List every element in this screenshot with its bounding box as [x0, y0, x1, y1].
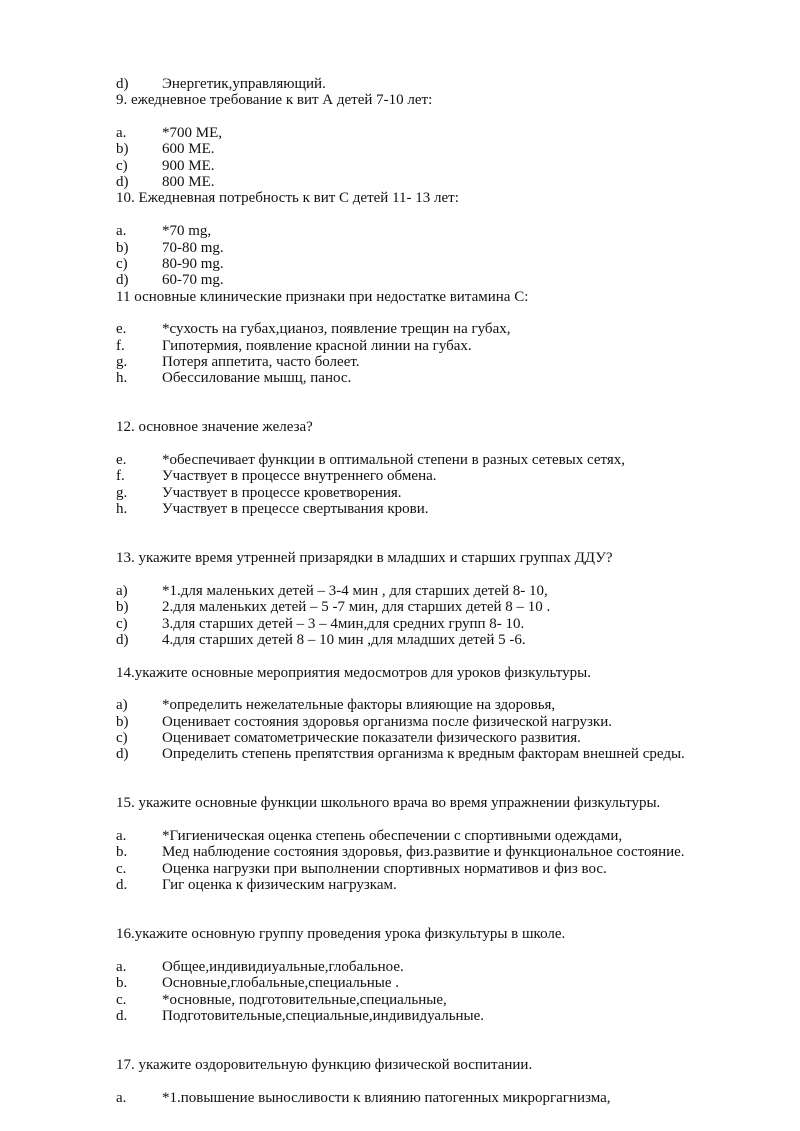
option-marker: b): [116, 714, 129, 730]
option-text: *Гигиеническая оценка степень обеспечении с спортивными одеждами,: [162, 828, 623, 844]
option-marker: a.: [116, 959, 127, 975]
option-text: Подготовительные,специальные,индивидуальные.: [162, 1008, 485, 1024]
option-marker: b): [116, 599, 129, 615]
option-marker: h.: [116, 501, 128, 517]
option-text: 3.для старших детей – 3 – 4мин,для средних групп 8- 10.: [162, 616, 525, 632]
option-text: *700 ME,: [162, 125, 222, 141]
option-marker: b.: [116, 844, 128, 860]
option-text: Потеря аппетита, часто болеет.: [162, 354, 360, 370]
option-text: Мед наблюдение состояния здоровья, физ.развитие и функциональное состояние.: [162, 844, 685, 860]
option-marker: a): [116, 697, 128, 713]
option-text: 900 ME.: [162, 158, 215, 174]
option-marker: c.: [116, 861, 127, 877]
option-text: Энергетик,управляющий.: [162, 76, 326, 92]
question-text: 12. основное значение железа?: [116, 419, 313, 435]
option-marker: g.: [116, 485, 128, 501]
option-marker: d): [116, 746, 129, 762]
option-marker: g.: [116, 354, 128, 370]
question-text: 15. укажите основные функции школьного врача во время упражнении физкультуры.: [116, 795, 661, 811]
question-text: 14.укажите основные мероприятия медосмотров для уроков физкультуры.: [116, 665, 591, 681]
option-text: *1.повышение выносливости к влиянию патогенных микроргагнизма,: [162, 1090, 611, 1106]
option-marker: a.: [116, 828, 127, 844]
option-text: Участвует в процессе внутреннего обмена.: [162, 468, 437, 484]
option-text: Гипотермия, появление красной линии на губах.: [162, 338, 472, 354]
option-marker: a.: [116, 223, 127, 239]
option-marker: e.: [116, 321, 127, 337]
option-text: *основные, подготовительные,специальные,: [162, 992, 447, 1008]
option-marker: a): [116, 583, 128, 599]
option-text: Определить степень препятствия организма к вредным факторам внешней среды.: [162, 746, 685, 762]
option-marker: d): [116, 272, 129, 288]
question-text: 11 основные клинические признаки при недостатке витамина С:: [116, 289, 529, 305]
option-marker: d): [116, 174, 129, 190]
option-marker: b): [116, 141, 129, 157]
option-text: Оценка нагрузки при выполнении спортивных нормативов и физ вос.: [162, 861, 607, 877]
option-text: *сухость на губах,цианоз, появление трещин на губах,: [162, 321, 511, 337]
option-marker: f.: [116, 338, 125, 354]
option-text: 2.для маленьких детей – 5 -7 мин, для старших детей 8 – 10 .: [162, 599, 551, 615]
option-text: *определить нежелательные факторы влияющие на здоровья,: [162, 697, 556, 713]
option-marker: b.: [116, 975, 128, 991]
option-text: Оценивает соматометрические показатели физического развития.: [162, 730, 581, 746]
question-text: 16.укажите основную группу проведения урока физкультуры в школе.: [116, 926, 566, 942]
option-marker: d.: [116, 1008, 128, 1024]
option-text: Обессилование мышц, панос.: [162, 370, 352, 386]
option-text: *1.для маленьких детей – 3-4 мин , для старших детей 8- 10,: [162, 583, 548, 599]
option-marker: c.: [116, 992, 127, 1008]
option-marker: a.: [116, 1090, 127, 1106]
option-marker: b): [116, 240, 129, 256]
option-text: Гиг оценка к физическим нагрузкам.: [162, 877, 397, 893]
option-marker: d.: [116, 877, 128, 893]
option-text: *70 mg,: [162, 223, 212, 239]
option-marker: c): [116, 730, 128, 746]
option-marker: d): [116, 632, 129, 648]
option-text: 70-80 mg.: [162, 240, 224, 256]
option-text: 600 ME.: [162, 141, 215, 157]
option-marker: e.: [116, 452, 127, 468]
option-marker: c): [116, 256, 128, 272]
option-text: Оценивает состояния здоровья организма после физической нагрузки.: [162, 714, 612, 730]
option-marker: f.: [116, 468, 125, 484]
option-text: Участвует в процессе кроветворения.: [162, 485, 402, 501]
question-text: 17. укажите оздоровительную функцию физической воспитании.: [116, 1057, 533, 1073]
option-marker: h.: [116, 370, 128, 386]
option-marker: a.: [116, 125, 127, 141]
option-text: *обеспечивает функции в оптимальной степени в разных сетевых сетях,: [162, 452, 626, 468]
option-text: Участвует в прецессе свертывания крови.: [162, 501, 429, 517]
option-marker: d): [116, 76, 129, 92]
question-text: 13. укажите время утренней призарядки в младших и старших группах ДДУ?: [116, 550, 613, 566]
option-text: Основные,глобальные,специальные .: [162, 975, 400, 991]
option-marker: c): [116, 616, 128, 632]
question-text: 9. ежедневное требование к вит А детей 7-10 лет:: [116, 92, 433, 108]
option-text: 80-90 mg.: [162, 256, 224, 272]
option-text: 4.для старших детей 8 – 10 мин ,для младших детей 5 -6.: [162, 632, 526, 648]
option-marker: c): [116, 158, 128, 174]
option-text: Общее,индивидиуальные,глобальное.: [162, 959, 404, 975]
option-text: 800 ME.: [162, 174, 215, 190]
option-text: 60-70 mg.: [162, 272, 224, 288]
question-text: 10. Ежедневная потребность к вит С детей 11- 13 лет:: [116, 190, 459, 206]
